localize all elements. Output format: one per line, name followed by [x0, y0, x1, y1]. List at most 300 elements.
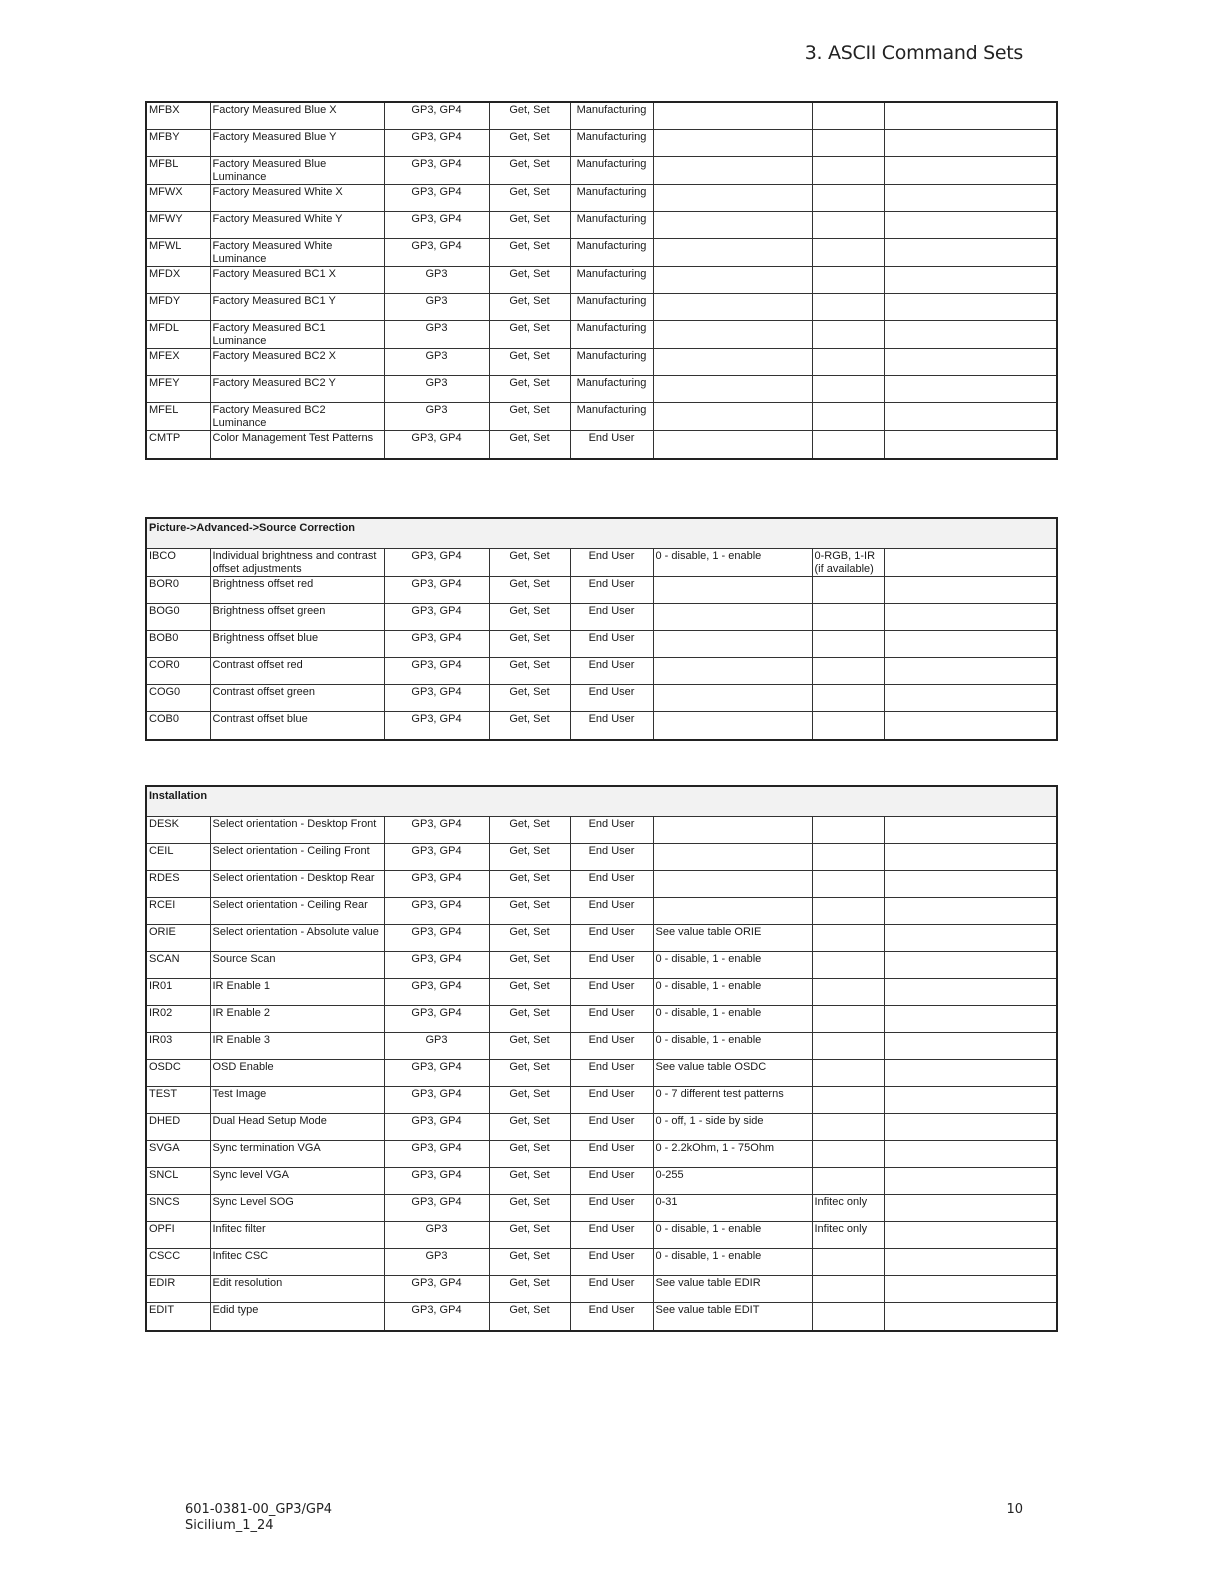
cell-notes: Infitec only — [812, 1194, 884, 1221]
cell-values — [653, 630, 812, 657]
cell-values: 0-255 — [653, 1167, 812, 1194]
cell-notes — [812, 1059, 884, 1086]
cell-extra — [884, 293, 1057, 320]
cell-command: OPFI — [146, 1221, 210, 1248]
cell-projector: GP3, GP4 — [384, 129, 489, 156]
cell-user-level: End User — [570, 924, 653, 951]
table-row — [146, 711, 1057, 740]
cell-description: Sync Level SOG — [210, 1194, 384, 1221]
section-title: Picture->Advanced->Source Correction — [146, 518, 1057, 548]
cell-command: MFBY — [146, 129, 210, 156]
table-row — [146, 630, 1057, 657]
table-row — [146, 293, 1057, 320]
cell-extra — [884, 1086, 1057, 1113]
cell-notes — [812, 211, 884, 238]
cell-description: Select orientation - Ceiling Rear — [210, 897, 384, 924]
cell-user-level: End User — [570, 1167, 653, 1194]
cell-command: DESK — [146, 816, 210, 843]
table-row — [146, 430, 1057, 459]
cell-notes — [812, 951, 884, 978]
cell-notes — [812, 1167, 884, 1194]
cell-command: BOB0 — [146, 630, 210, 657]
cell-command: IBCO — [146, 548, 210, 576]
cell-command: COB0 — [146, 711, 210, 740]
cell-access: Get, Set — [489, 1113, 570, 1140]
cell-description: Edid type — [210, 1302, 384, 1331]
cell-values — [653, 266, 812, 293]
cell-notes — [812, 1113, 884, 1140]
cell-values: 0 - 7 different test patterns — [653, 1086, 812, 1113]
cell-command: SNCS — [146, 1194, 210, 1221]
cell-user-level: Manufacturing — [570, 156, 653, 184]
cell-access: Get, Set — [489, 603, 570, 630]
cell-access: Get, Set — [489, 1167, 570, 1194]
cell-description: Contrast offset blue — [210, 711, 384, 740]
cell-extra — [884, 951, 1057, 978]
table-row — [146, 348, 1057, 375]
cell-description: Contrast offset red — [210, 657, 384, 684]
cell-access: Get, Set — [489, 1248, 570, 1275]
cell-access: Get, Set — [489, 684, 570, 711]
cell-user-level: End User — [570, 1275, 653, 1302]
cell-command: BOR0 — [146, 576, 210, 603]
cell-extra — [884, 1221, 1057, 1248]
cell-notes — [812, 320, 884, 348]
cell-notes — [812, 816, 884, 843]
footer-doc-number: 601-0381-00_GP3/GP4 — [185, 1502, 333, 1517]
cell-projector: GP3 — [384, 1032, 489, 1059]
cell-notes — [812, 630, 884, 657]
table-row — [146, 402, 1057, 430]
cell-values: 0 - disable, 1 - enable — [653, 1221, 812, 1248]
cell-description: Factory Measured White Luminance — [210, 238, 384, 266]
cell-user-level: End User — [570, 630, 653, 657]
cell-notes — [812, 129, 884, 156]
cell-user-level: End User — [570, 684, 653, 711]
cell-projector: GP3, GP4 — [384, 897, 489, 924]
cell-description: Select orientation - Absolute value — [210, 924, 384, 951]
cell-command: OSDC — [146, 1059, 210, 1086]
cell-projector: GP3, GP4 — [384, 924, 489, 951]
table-row — [146, 1032, 1057, 1059]
cell-projector: GP3, GP4 — [384, 1302, 489, 1331]
cell-user-level: End User — [570, 548, 653, 576]
cell-command: EDIT — [146, 1302, 210, 1331]
command-table-factory — [145, 101, 1058, 460]
cell-projector: GP3 — [384, 402, 489, 430]
cell-projector: GP3, GP4 — [384, 102, 489, 129]
cell-user-level: End User — [570, 951, 653, 978]
cell-projector: GP3, GP4 — [384, 603, 489, 630]
cell-access: Get, Set — [489, 402, 570, 430]
cell-command: CSCC — [146, 1248, 210, 1275]
cell-access: Get, Set — [489, 1140, 570, 1167]
cell-values — [653, 402, 812, 430]
cell-access: Get, Set — [489, 156, 570, 184]
cell-values: See value table ORIE — [653, 924, 812, 951]
cell-description: Infitec filter — [210, 1221, 384, 1248]
cell-notes — [812, 1140, 884, 1167]
table-row — [146, 102, 1057, 129]
cell-notes — [812, 978, 884, 1005]
cell-user-level: End User — [570, 1140, 653, 1167]
cell-notes — [812, 1275, 884, 1302]
table-row — [146, 1302, 1057, 1331]
cell-command: MFBX — [146, 102, 210, 129]
section-header-row — [146, 786, 1057, 816]
cell-notes — [812, 375, 884, 402]
cell-description: IR Enable 3 — [210, 1032, 384, 1059]
cell-values: See value table EDIR — [653, 1275, 812, 1302]
cell-access: Get, Set — [489, 951, 570, 978]
cell-notes — [812, 102, 884, 129]
cell-description: Factory Measured Blue Luminance — [210, 156, 384, 184]
cell-command: CMTP — [146, 430, 210, 459]
cell-command: CEIL — [146, 843, 210, 870]
cell-extra — [884, 1059, 1057, 1086]
table-row — [146, 603, 1057, 630]
cell-access: Get, Set — [489, 978, 570, 1005]
cell-description: Source Scan — [210, 951, 384, 978]
cell-projector: GP3, GP4 — [384, 1086, 489, 1113]
cell-projector: GP3 — [384, 1248, 489, 1275]
cell-values — [653, 870, 812, 897]
cell-user-level: Manufacturing — [570, 320, 653, 348]
cell-user-level: Manufacturing — [570, 238, 653, 266]
cell-notes — [812, 1302, 884, 1331]
cell-notes — [812, 657, 884, 684]
cell-description: Select orientation - Ceiling Front — [210, 843, 384, 870]
cell-notes — [812, 1032, 884, 1059]
cell-values — [653, 102, 812, 129]
command-table-source-correction — [145, 517, 1058, 741]
table-row — [146, 816, 1057, 843]
table-row — [146, 1194, 1057, 1221]
cell-user-level: End User — [570, 1194, 653, 1221]
cell-description: Factory Measured White Y — [210, 211, 384, 238]
cell-notes — [812, 293, 884, 320]
cell-user-level: End User — [570, 897, 653, 924]
table-row — [146, 684, 1057, 711]
cell-user-level: End User — [570, 843, 653, 870]
cell-command: MFEX — [146, 348, 210, 375]
cell-extra — [884, 211, 1057, 238]
cell-notes — [812, 266, 884, 293]
cell-values: See value table EDIT — [653, 1302, 812, 1331]
cell-user-level: Manufacturing — [570, 402, 653, 430]
cell-notes — [812, 184, 884, 211]
cell-description: Select orientation - Desktop Rear — [210, 870, 384, 897]
cell-projector: GP3, GP4 — [384, 1005, 489, 1032]
cell-access: Get, Set — [489, 1059, 570, 1086]
cell-command: TEST — [146, 1086, 210, 1113]
table-row — [146, 129, 1057, 156]
cell-user-level: End User — [570, 1248, 653, 1275]
cell-access: Get, Set — [489, 1221, 570, 1248]
table-row — [146, 1059, 1057, 1086]
cell-projector: GP3 — [384, 1221, 489, 1248]
cell-user-level: End User — [570, 870, 653, 897]
cell-values — [653, 348, 812, 375]
table-row — [146, 156, 1057, 184]
cell-values: 0 - disable, 1 - enable — [653, 1248, 812, 1275]
cell-projector: GP3, GP4 — [384, 816, 489, 843]
cell-extra — [884, 1005, 1057, 1032]
cell-command: COG0 — [146, 684, 210, 711]
cell-user-level: End User — [570, 816, 653, 843]
cell-notes: Infitec only — [812, 1221, 884, 1248]
cell-values: See value table OSDC — [653, 1059, 812, 1086]
cell-projector: GP3 — [384, 375, 489, 402]
cell-values — [653, 430, 812, 459]
cell-command: MFBL — [146, 156, 210, 184]
cell-projector: GP3, GP4 — [384, 238, 489, 266]
cell-command: SCAN — [146, 951, 210, 978]
cell-projector: GP3 — [384, 348, 489, 375]
cell-description: IR Enable 2 — [210, 1005, 384, 1032]
cell-extra — [884, 402, 1057, 430]
cell-command: MFWL — [146, 238, 210, 266]
page-header-title: 3. ASCII Command Sets — [804, 42, 1023, 64]
cell-description: Factory Measured BC2 X — [210, 348, 384, 375]
cell-notes — [812, 1248, 884, 1275]
cell-command: ORIE — [146, 924, 210, 951]
cell-access: Get, Set — [489, 1302, 570, 1331]
table-row — [146, 870, 1057, 897]
cell-extra — [884, 1167, 1057, 1194]
cell-access: Get, Set — [489, 711, 570, 740]
cell-description: Individual brightness and contrast offset adjustments — [210, 548, 384, 576]
cell-extra — [884, 102, 1057, 129]
table-row — [146, 1005, 1057, 1032]
cell-extra — [884, 1302, 1057, 1331]
cell-description: Factory Measured BC1 Y — [210, 293, 384, 320]
cell-command: MFWY — [146, 211, 210, 238]
cell-command: MFEL — [146, 402, 210, 430]
cell-user-level: Manufacturing — [570, 348, 653, 375]
footer-document-info — [185, 1502, 332, 1534]
cell-projector: GP3, GP4 — [384, 430, 489, 459]
cell-command: IR03 — [146, 1032, 210, 1059]
cell-notes — [812, 603, 884, 630]
cell-projector: GP3 — [384, 266, 489, 293]
cell-access: Get, Set — [489, 897, 570, 924]
cell-values — [653, 816, 812, 843]
cell-command: IR02 — [146, 1005, 210, 1032]
cell-values — [653, 320, 812, 348]
cell-command: MFDY — [146, 293, 210, 320]
cell-values — [653, 156, 812, 184]
cell-user-level: End User — [570, 1005, 653, 1032]
cell-access: Get, Set — [489, 211, 570, 238]
cell-command: MFDL — [146, 320, 210, 348]
cell-projector: GP3, GP4 — [384, 548, 489, 576]
cell-values — [653, 576, 812, 603]
cell-command: BOG0 — [146, 603, 210, 630]
cell-notes — [812, 897, 884, 924]
cell-access: Get, Set — [489, 843, 570, 870]
cell-extra — [884, 129, 1057, 156]
cell-extra — [884, 1194, 1057, 1221]
table-row — [146, 1221, 1057, 1248]
cell-extra — [884, 816, 1057, 843]
cell-user-level: Manufacturing — [570, 375, 653, 402]
cell-description: Select orientation - Desktop Front — [210, 816, 384, 843]
cell-notes — [812, 924, 884, 951]
cell-values: 0 - disable, 1 - enable — [653, 1005, 812, 1032]
cell-projector: GP3, GP4 — [384, 211, 489, 238]
table-row — [146, 1275, 1057, 1302]
cell-description: Factory Measured BC1 Luminance — [210, 320, 384, 348]
cell-projector: GP3, GP4 — [384, 657, 489, 684]
cell-notes — [812, 843, 884, 870]
cell-extra — [884, 238, 1057, 266]
cell-values: 0 - disable, 1 - enable — [653, 1032, 812, 1059]
cell-values — [653, 293, 812, 320]
cell-extra — [884, 548, 1057, 576]
cell-extra — [884, 870, 1057, 897]
cell-user-level: End User — [570, 576, 653, 603]
cell-notes — [812, 711, 884, 740]
table-row — [146, 1167, 1057, 1194]
cell-extra — [884, 924, 1057, 951]
cell-user-level: Manufacturing — [570, 211, 653, 238]
cell-access: Get, Set — [489, 129, 570, 156]
table-row — [146, 184, 1057, 211]
cell-user-level: End User — [570, 430, 653, 459]
cell-values: 0-31 — [653, 1194, 812, 1221]
cell-extra — [884, 1032, 1057, 1059]
cell-description: Dual Head Setup Mode — [210, 1113, 384, 1140]
cell-command: COR0 — [146, 657, 210, 684]
cell-user-level: End User — [570, 657, 653, 684]
cell-notes — [812, 684, 884, 711]
cell-command: EDIR — [146, 1275, 210, 1302]
cell-user-level: End User — [570, 1086, 653, 1113]
cell-extra — [884, 978, 1057, 1005]
cell-projector: GP3 — [384, 320, 489, 348]
cell-notes — [812, 348, 884, 375]
cell-extra — [884, 657, 1057, 684]
cell-extra — [884, 320, 1057, 348]
cell-projector: GP3, GP4 — [384, 184, 489, 211]
cell-extra — [884, 630, 1057, 657]
cell-user-level: Manufacturing — [570, 129, 653, 156]
table-row — [146, 1248, 1057, 1275]
cell-access: Get, Set — [489, 375, 570, 402]
table-row — [146, 320, 1057, 348]
cell-extra — [884, 684, 1057, 711]
cell-extra — [884, 1275, 1057, 1302]
cell-values — [653, 129, 812, 156]
cell-extra — [884, 1113, 1057, 1140]
cell-notes — [812, 1086, 884, 1113]
cell-description: Test Image — [210, 1086, 384, 1113]
cell-description: Factory Measured White X — [210, 184, 384, 211]
table-row — [146, 1140, 1057, 1167]
cell-projector: GP3, GP4 — [384, 576, 489, 603]
cell-extra — [884, 1248, 1057, 1275]
cell-access: Get, Set — [489, 630, 570, 657]
cell-command: SVGA — [146, 1140, 210, 1167]
cell-notes — [812, 870, 884, 897]
cell-user-level: Manufacturing — [570, 102, 653, 129]
cell-values — [653, 211, 812, 238]
table-row — [146, 951, 1057, 978]
table-row — [146, 211, 1057, 238]
cell-projector: GP3, GP4 — [384, 156, 489, 184]
cell-projector: GP3, GP4 — [384, 843, 489, 870]
cell-user-level: End User — [570, 1221, 653, 1248]
cell-access: Get, Set — [489, 1275, 570, 1302]
cell-values — [653, 238, 812, 266]
cell-values — [653, 843, 812, 870]
table-row — [146, 266, 1057, 293]
cell-user-level: End User — [570, 711, 653, 740]
cell-projector: GP3, GP4 — [384, 1167, 489, 1194]
cell-access: Get, Set — [489, 1032, 570, 1059]
cell-access: Get, Set — [489, 238, 570, 266]
cell-projector: GP3, GP4 — [384, 951, 489, 978]
cell-extra — [884, 266, 1057, 293]
cell-description: Contrast offset green — [210, 684, 384, 711]
cell-access: Get, Set — [489, 102, 570, 129]
cell-projector: GP3 — [384, 293, 489, 320]
cell-user-level: Manufacturing — [570, 266, 653, 293]
cell-extra — [884, 843, 1057, 870]
cell-user-level: End User — [570, 1302, 653, 1331]
section-title: Installation — [146, 786, 1057, 816]
cell-description: Brightness offset blue — [210, 630, 384, 657]
cell-access: Get, Set — [489, 548, 570, 576]
cell-notes — [812, 402, 884, 430]
cell-values: 0 - disable, 1 - enable — [653, 978, 812, 1005]
cell-access: Get, Set — [489, 1194, 570, 1221]
cell-values: 0 - disable, 1 - enable — [653, 951, 812, 978]
footer-doc-version: Sicilium_1_24 — [185, 1518, 274, 1533]
cell-values — [653, 184, 812, 211]
cell-projector: GP3, GP4 — [384, 1113, 489, 1140]
cell-user-level: Manufacturing — [570, 293, 653, 320]
cell-command: RCEI — [146, 897, 210, 924]
cell-user-level: End User — [570, 603, 653, 630]
table-row — [146, 576, 1057, 603]
cell-access: Get, Set — [489, 184, 570, 211]
cell-description: Factory Measured BC1 X — [210, 266, 384, 293]
table-row — [146, 375, 1057, 402]
cell-description: Factory Measured Blue X — [210, 102, 384, 129]
cell-extra — [884, 348, 1057, 375]
table-row — [146, 657, 1057, 684]
page-number: 10 — [1006, 1502, 1023, 1517]
cell-projector: GP3, GP4 — [384, 1194, 489, 1221]
cell-notes — [812, 238, 884, 266]
cell-access: Get, Set — [489, 924, 570, 951]
cell-access: Get, Set — [489, 293, 570, 320]
cell-projector: GP3, GP4 — [384, 684, 489, 711]
cell-notes — [812, 156, 884, 184]
cell-command: RDES — [146, 870, 210, 897]
command-table-installation — [145, 785, 1058, 1332]
cell-notes — [812, 430, 884, 459]
cell-access: Get, Set — [489, 320, 570, 348]
cell-user-level: End User — [570, 1113, 653, 1140]
cell-access: Get, Set — [489, 1086, 570, 1113]
cell-description: Brightness offset red — [210, 576, 384, 603]
cell-user-level: Manufacturing — [570, 184, 653, 211]
cell-command: MFEY — [146, 375, 210, 402]
cell-user-level: End User — [570, 1032, 653, 1059]
